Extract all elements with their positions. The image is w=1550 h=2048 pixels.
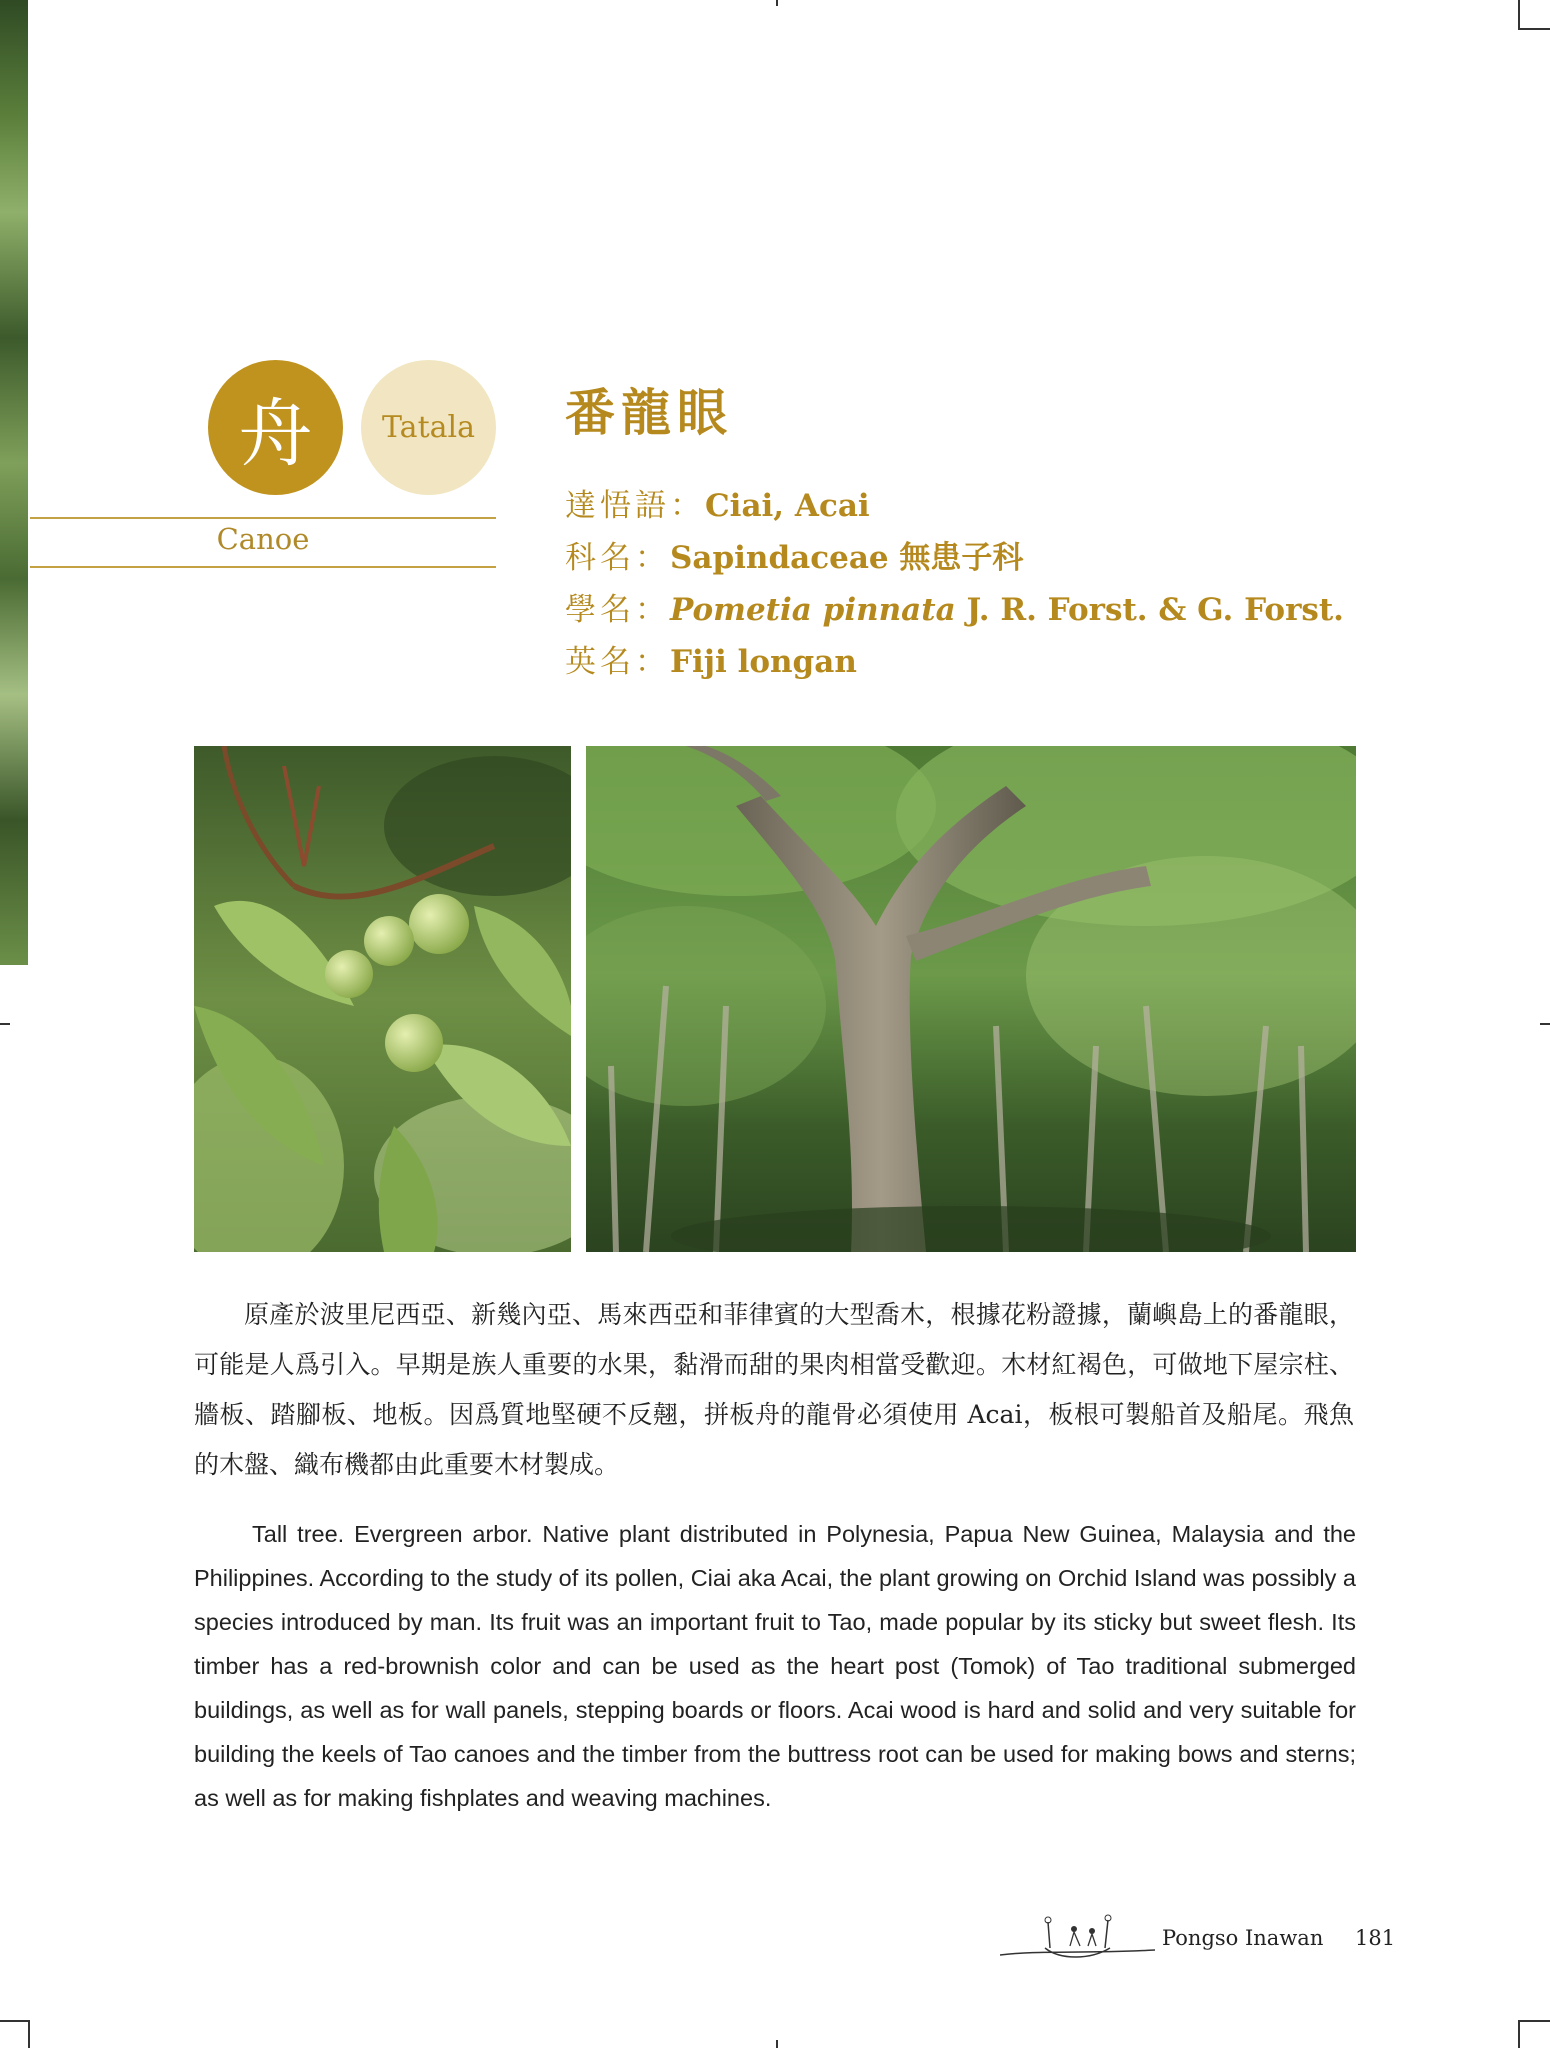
scientific-name-row xyxy=(565,584,1344,629)
sci-name-italic: Pometia pinnata xyxy=(670,592,956,628)
en-name: Fiji longan xyxy=(670,644,857,680)
category-label: Canoe xyxy=(216,522,310,556)
canoe-sketch-icon xyxy=(1000,1910,1160,1970)
facing-page-bleed xyxy=(0,0,28,965)
badge-word: Tatala xyxy=(382,410,475,445)
crop-mark xyxy=(1540,1023,1550,1025)
category-badge-char xyxy=(208,360,343,495)
family-row xyxy=(565,532,1023,577)
category-badge-word xyxy=(361,360,496,495)
en-label: 英名： xyxy=(565,644,670,680)
family-name: Sapindaceae 無患子科 xyxy=(670,540,1024,576)
tao-label: 達悟語： xyxy=(565,488,705,524)
book-title: Pongso Inawan xyxy=(1162,1926,1324,1950)
fruit-photo xyxy=(194,746,571,1252)
crop-mark xyxy=(776,0,778,6)
chinese-description: 原產於波里尼西亞、新幾內亞、馬來西亞和菲律賓的大型喬木，根據花粉證據，蘭嶼島上的番龍眼，可能是人爲引入。早期是族人重要的水果，黏滑而甜的果肉相當受歡迎。木材紅褐色，可做地下屋宗柱、牆板、踏腳板、地板。因爲質地堅硬不反翹，拼板舟的龍骨必須使用 Acai，板根可製船首及船尾。飛魚的木盤、織布機都由此重要木材製成。 xyxy=(194,1300,1354,1479)
crop-mark xyxy=(1520,2020,1550,2022)
crop-mark xyxy=(776,2040,778,2048)
crop-mark xyxy=(1518,28,1550,30)
english-description: Tall tree. Evergreen arbor. Native plant distributed in Polynesia, Papua New Guinea, Malaysia and the Philippines. According to the study of its pollen, Ciai aka Acai, the plant growing on Orchid Island was possibly a species introduced by man. Its fruit was an important fruit to Tao, made popular by its sticky but sweet flesh. Its timber has a red-brownish color and can be used as the heart post (Tomok) of Tao traditional submerged buildings, as well as for wall panels, stepping boards or floors. Acai wood is hard and solid and very suitable for building the keels of Tao canoes and the timber from the buttress root can be used for making bows and sterns; as well as for making fishplates and weaving machines. xyxy=(194,1521,1356,1811)
crop-mark xyxy=(0,1023,10,1025)
sci-label: 學名： xyxy=(565,592,670,628)
header-rule-top xyxy=(30,517,496,519)
sci-author: J. R. Forst. & G. Forst. xyxy=(955,592,1344,628)
crop-mark xyxy=(28,2020,30,2048)
english-name-row xyxy=(565,636,857,681)
tao-name: Ciai, Acai xyxy=(705,488,870,524)
badge-char: 舟 xyxy=(238,390,313,477)
header-rule-bottom xyxy=(30,566,496,568)
family-label: 科名： xyxy=(565,540,670,576)
tao-name-row xyxy=(565,480,870,525)
crop-mark xyxy=(1518,0,1520,28)
crop-mark xyxy=(0,2020,28,2022)
species-title: 番龍眼 xyxy=(565,383,733,442)
crop-mark xyxy=(1518,2020,1520,2048)
tree-photo xyxy=(586,746,1356,1252)
page-number: 181 xyxy=(1355,1926,1396,1950)
